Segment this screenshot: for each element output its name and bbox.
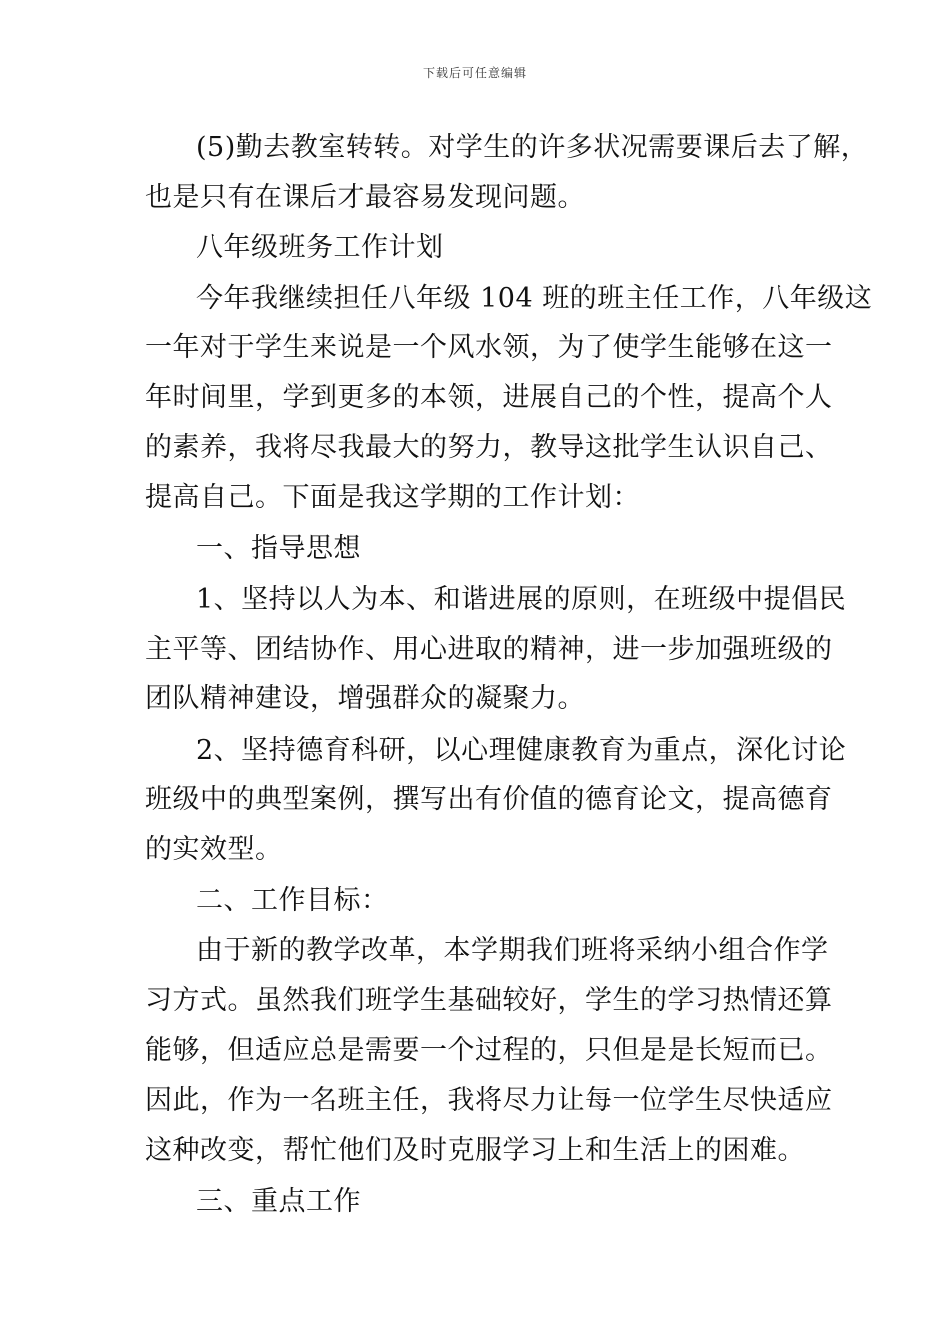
section-heading: 二、工作目标：	[196, 885, 389, 916]
text-line: 因此，作为一名班主任，我将尽力让每一位学生尽快适应	[145, 1085, 833, 1116]
text-line: 这种改变，帮忙他们及时克服学习上和生活上的困难。	[145, 1135, 805, 1166]
text-line: (5)勤去教室转转。对学生的许多状况需要课后去了解，	[196, 132, 869, 163]
text-line: 一年对于学生来说是一个风水领，为了使学生能够在这一	[145, 332, 833, 363]
text-line: 2、坚持德育科研，以心理健康教育为重点，深化讨论	[196, 735, 847, 766]
text-line: 班级中的典型案例，撰写出有价值的德育论文，提高德育	[145, 784, 833, 815]
text-line: 的素养，我将尽我最大的努力，教导这批学生认识自己、	[145, 432, 833, 463]
text-line: 的实效型。	[145, 834, 283, 865]
text-line: 主平等、团结协作、用心进取的精神，进一步加强班级的	[145, 634, 833, 665]
text-line: 由于新的教学改革，本学期我们班将采纳小组合作学	[196, 935, 829, 966]
text-line: 也是只有在课后才最容易发现问题。	[145, 182, 585, 213]
section-title: 八年级班务工作计划	[196, 232, 444, 263]
page-header: 下载后可任意编辑	[422, 66, 527, 80]
text-line: 年时间里，学到更多的本领，进展自己的个性，提高个人	[145, 382, 833, 413]
section-heading: 一、指导思想	[196, 533, 361, 564]
text-line: 1、坚持以人为本、和谐进展的原则，在班级中提倡民	[196, 584, 847, 615]
text-line: 团队精神建设，增强群众的凝聚力。	[145, 683, 585, 714]
text-line: 习方式。虽然我们班学生基础较好，学生的学习热情还算	[145, 985, 833, 1016]
text-line: 今年我继续担任八年级 104 班的班主任工作，八年级这	[196, 283, 873, 314]
section-heading: 三、重点工作	[196, 1186, 361, 1217]
text-line: 提高自己。下面是我这学期的工作计划：	[145, 482, 640, 513]
text-line: 能够，但适应总是需要一个过程的，只但是是长短而已。	[145, 1035, 833, 1066]
